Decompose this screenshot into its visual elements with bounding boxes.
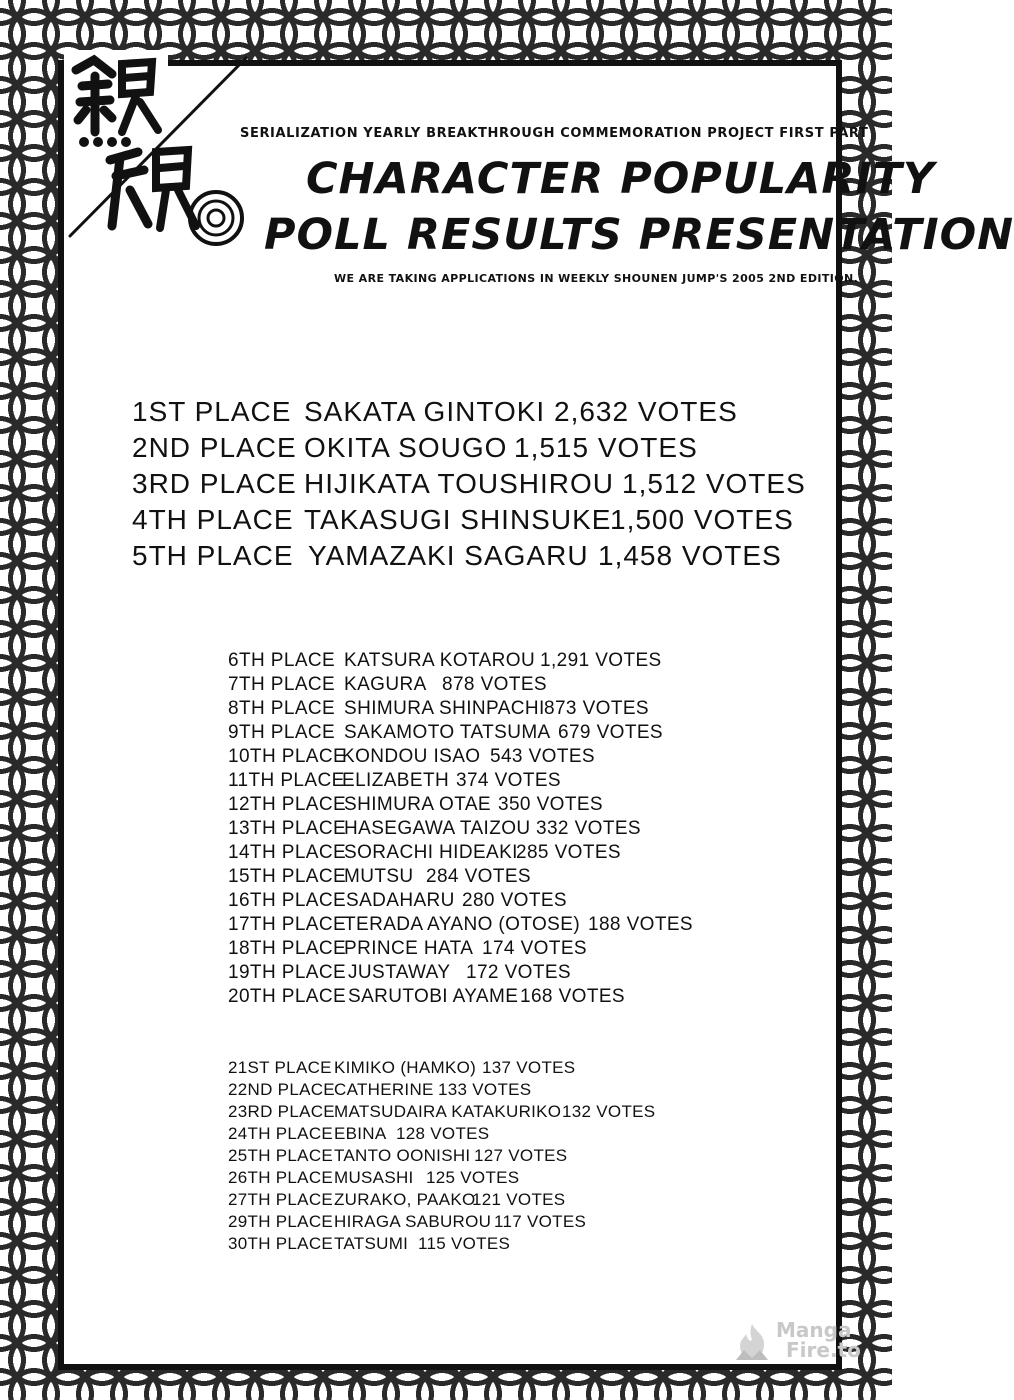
list-item: 13TH PLACEHASEGAWA TAIZOU 332 VOTES [228,818,641,839]
list-item: 23RD PLACEMATSUDAIRA KATAKURIKO132 VOTES [228,1102,656,1121]
list-item: 15TH PLACEMUTSU 284 VOTES [228,866,531,887]
gintama-logo-icon [60,40,260,250]
watermark [730,1318,870,1366]
list-item: 25TH PLACETANTO OONISHI 127 VOTES [228,1146,568,1165]
list-item: 18TH PLACEPRINCE HATA 174 VOTES [228,938,587,959]
header-kicker: SERIALIZATION YEARLY BREAKTHROUGH COMMEMORATION PROJECT FIRST PART [240,126,869,141]
list-item: 17TH PLACETERADA AYANO (OTOSE) 188 VOTES [228,914,693,935]
list-item: 5TH PLACE YAMAZAKI SAGARU 1,458 VOTES [132,540,782,571]
watermark-line-1: Manga [776,1318,852,1342]
list-item: 20TH PLACE SARUTOBI AYAME168 VOTES [228,986,625,1007]
list-item: 2ND PLACE OKITA SOUGO 1,515 VOTES [132,432,698,463]
content-panel [58,60,1014,1370]
list-item: 22ND PLACECATHERINE 133 VOTES [228,1080,532,1099]
header-subnote: WE ARE TAKING APPLICATIONS IN WEEKLY SHOUNEN JUMP'S 2005 2ND EDITION. [334,272,859,285]
list-item: 4TH PLACE TAKASUGI SHINSUKE1,500 VOTES [132,504,794,535]
list-item: 14TH PLACESORACHI HIDEAKI285 VOTES [228,842,621,863]
list-item: 11TH PLACEELIZABETH 374 VOTES [228,770,561,791]
page-title-line-1: CHARACTER POPULARITY [306,154,935,204]
page-title-line-2: POLL RESULTS PRESENTATION [264,210,1014,260]
list-item: 12TH PLACESHIMURA OTAE 350 VOTES [228,794,603,815]
list-item: 9TH PLACE SAKAMOTO TATSUMA 679 VOTES [228,722,663,743]
list-item: 26TH PLACEMUSASHI 125 VOTES [228,1168,520,1187]
list-item: 24TH PLACEEBINA 128 VOTES [228,1124,490,1143]
list-item: 8TH PLACE SHIMURA SHINPACHI873 VOTES [228,698,649,719]
list-item: 10TH PLACEKONDOU ISAO 543 VOTES [228,746,595,767]
watermark-line-2: Fire.to [786,1338,861,1362]
flame-logo-icon [730,1320,774,1364]
list-item: 7TH PLACE KAGURA 878 VOTES [228,674,547,695]
list-item: 27TH PLACEZURAKO, PAAKO121 VOTES [228,1190,566,1209]
list-item: 3RD PLACE HIJIKATA TOUSHIROU 1,512 VOTES [132,468,806,499]
list-item: 6TH PLACE KATSURA KOTAROU 1,291 VOTES [228,650,662,671]
list-item: 19TH PLACE JUSTAWAY 172 VOTES [228,962,571,983]
list-item: 16TH PLACESADAHARU 280 VOTES [228,890,567,911]
list-item: 1ST PLACE SAKATA GINTOKI 2,632 VOTES [132,396,738,427]
list-item: 29TH PLACEHIRAGA SABUROU 117 VOTES [228,1212,587,1231]
list-item: 30TH PLACETATSUMI 115 VOTES [228,1234,511,1253]
list-item: 21ST PLACE KIMIKO (HAMKO) 137 VOTES [228,1058,576,1077]
